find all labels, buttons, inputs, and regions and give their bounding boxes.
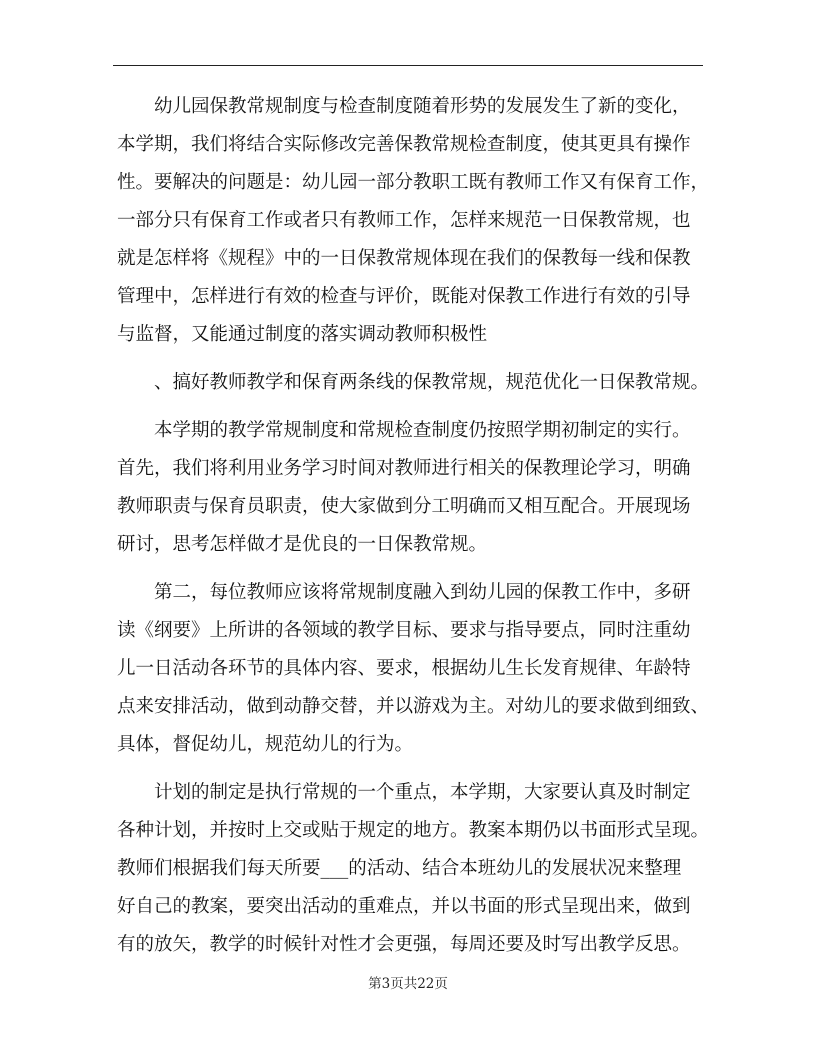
paragraph-3 bbox=[117, 412, 717, 564]
paragraph-line: 与监督，又能通过制度的落实调动教师积极性 bbox=[117, 324, 488, 345]
paragraph-line: 就是怎样将《规程》中的一日保教常规体现在我们的保教每一线和保教 bbox=[117, 248, 691, 269]
paragraph-line: 各种计划，并按时上交或贴于规定的地方。教案本期仍以书面形式呈现。 bbox=[117, 820, 710, 841]
paragraph-4 bbox=[117, 574, 717, 764]
paragraph-line: 点来安排活动，做到动静交替，并以游戏为主。对幼儿的要求做到细致、 bbox=[117, 696, 710, 717]
paragraph-line: 本学期，我们将结合实际修改完善保教常规检查制度，使其更具有操作 bbox=[117, 134, 691, 155]
paragraph-1 bbox=[117, 88, 717, 354]
paragraph-line: 本学期的教学常规制度和常规检查制度仍按照学期初制定的实行。 bbox=[154, 420, 691, 441]
paragraph-2 bbox=[117, 364, 717, 402]
paragraph-line: 幼儿园保教常规制度与检查制度随着形势的发展发生了新的变化， bbox=[154, 96, 691, 117]
paragraph-line: 管理中，怎样进行有效的检查与评价，既能对保教工作进行有效的引导 bbox=[117, 286, 691, 307]
paragraph-line: 儿一日活动各环节的具体内容、要求，根据幼儿生长发育规律、年龄特 bbox=[117, 658, 691, 679]
page-number-footer: 第3页共22页 bbox=[368, 976, 448, 992]
paragraph-line: 好自己的教案，要突出活动的重难点，并以书面的形式呈现出来，做到 bbox=[117, 896, 691, 917]
paragraph-line: 有的放矢，教学的时候针对性才会更强，每周还要及时写出教学反思。 bbox=[117, 934, 691, 955]
paragraph-line: 教师们根据我们每天所要___的活动、结合本班幼儿的发展状况来整理 bbox=[117, 858, 682, 879]
paragraph-line: 首先，我们将利用业务学习时间对教师进行相关的保教理论学习，明确 bbox=[117, 458, 691, 479]
paragraph-line: 具体，督促幼儿，规范幼儿的行为。 bbox=[117, 734, 414, 755]
body-text bbox=[117, 88, 717, 964]
header-rule bbox=[113, 65, 703, 66]
paragraph-line: 、搞好教师教学和保育两条线的保教常规，规范优化一日保教常规。 bbox=[154, 372, 710, 393]
paragraph-line: 第二，每位教师应该将常规制度融入到幼儿园的保教工作中，多研 bbox=[154, 582, 691, 603]
paragraph-line: 教师职责与保育员职责，使大家做到分工明确而又相互配合。开展现场 bbox=[117, 496, 691, 517]
paragraph-line: 读《纲要》上所讲的各领域的教学目标、要求与指导要点，同时注重幼 bbox=[117, 620, 691, 641]
paragraph-5 bbox=[117, 774, 717, 964]
paragraph-line: 计划的制定是执行常规的一个重点，本学期，大家要认真及时制定 bbox=[154, 782, 691, 803]
paragraph-line: 性。要解决的问题是：幼儿园一部分教职工既有教师工作又有保育工作， bbox=[117, 172, 710, 193]
paragraph-line: 研讨，思考怎样做才是优良的一日保教常规。 bbox=[117, 534, 488, 555]
paragraph-line: 一部分只有保育工作或者只有教师工作，怎样来规范一日保教常规，也 bbox=[117, 210, 691, 231]
